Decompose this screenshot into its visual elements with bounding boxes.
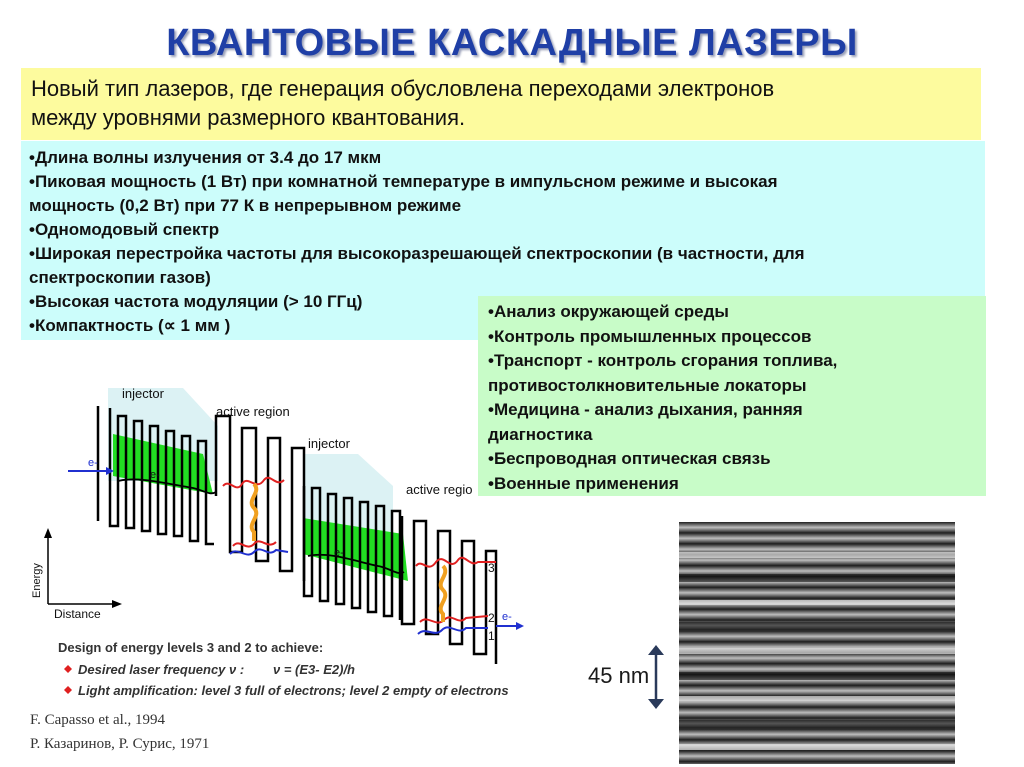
- micrograph-bright-band-4: [679, 696, 955, 701]
- bullet-diamond-2: [64, 686, 72, 694]
- micrograph-bright-band-5: [679, 744, 955, 750]
- bullet-frequency-formula: ν = (E3- E2)/h: [273, 662, 355, 677]
- page-title: КВАНТОВЫЕ КАСКАДНЫЕ ЛАЗЕРЫ: [166, 22, 858, 64]
- spec-tuning-line-2: спектроскопии газов): [29, 268, 211, 287]
- spec-single-mode: •Одномодовый спектр: [29, 220, 220, 239]
- intro-box: [21, 68, 981, 140]
- tem-micrograph: [679, 522, 955, 764]
- label-level-1: 1: [488, 629, 495, 643]
- photon-arrow-2: [441, 566, 446, 622]
- micrograph-bright-band-1: [679, 552, 955, 558]
- label-level-3: 3: [488, 561, 495, 575]
- bullet-amplification: Light amplification: level 3 full of electrons; level 2 empty of electrons: [78, 683, 509, 698]
- scale-arrow-icon: [642, 643, 670, 711]
- spec-tuning-line-1: •Широкая перестройка частоты для высокоразрешающей спектроскопии (в частности, для: [29, 244, 805, 263]
- app-medicine-line-1: •Медицина - анализ дыхания, ранняя: [488, 400, 803, 419]
- app-military: •Военные применения: [488, 473, 679, 493]
- distance-axis-arrowhead: [112, 600, 122, 608]
- band-diagram: [18, 376, 558, 706]
- label-electron-right: e-: [502, 611, 512, 623]
- label-active-region-2: active regio: [406, 482, 473, 497]
- label-injector-1: injector: [122, 386, 164, 401]
- wavefunction-red-2: [416, 558, 496, 567]
- micrograph-dark-band-2: [679, 622, 955, 630]
- label-injector-2: injector: [308, 436, 350, 451]
- micrograph-dark-band-1: [679, 574, 955, 582]
- app-medicine-line-2: диагностика: [488, 424, 593, 444]
- scale-label: 45 nm: [588, 663, 650, 688]
- spec-modulation: •Высокая частота модуляции (> 10 ГГц): [29, 292, 363, 311]
- spec-power-line-1: •Пиковая мощность (1 Вт) при комнатной температуре в импульсном режиме и высокая: [29, 172, 778, 191]
- app-transport-line-1: •Транспорт - контроль сгорания топлива,: [488, 351, 838, 370]
- spec-wavelength: •Длина волны излучения от 3.4 до 17 мкм: [29, 148, 382, 167]
- citation-kazarinov: Р. Казаринов, Р. Сурис, 1971: [30, 736, 210, 752]
- micrograph-bright-band-3: [679, 648, 955, 654]
- energy-axis-arrowhead: [44, 528, 52, 538]
- wavefunction-red-3: [233, 541, 276, 546]
- micrograph-dark-band-3: [679, 672, 955, 680]
- electron-arrowhead-right: [516, 622, 524, 630]
- micrograph-dark-band-4: [679, 720, 955, 728]
- intro-line-2: между уровнями размерного квантования.: [31, 105, 466, 130]
- spec-compact: •Компактность (∝ 1 мм ): [29, 316, 231, 335]
- app-transport-line-2: противостолкновительные локаторы: [488, 375, 807, 395]
- bullet-frequency-label: Desired laser frequency ν :: [78, 662, 245, 677]
- app-environment: •Анализ окружающей среды: [488, 302, 729, 321]
- intro-line-1: Новый тип лазеров, где генерация обусловлена переходами электронов: [31, 76, 775, 101]
- label-active-region-1: active region: [216, 404, 290, 419]
- label-level-2: 2: [488, 611, 495, 625]
- wavefunction-red-4: [420, 616, 488, 623]
- app-wireless: •Беспроводная оптическая связь: [488, 449, 771, 468]
- spec-power-line-2: мощность (0,2 Вт) при 77 К в непрерывном режиме: [29, 196, 462, 215]
- label-axis-distance: Distance: [54, 607, 101, 621]
- app-industry: •Контроль промышленных процессов: [488, 326, 812, 346]
- citation-capasso: F. Capasso et al., 1994: [30, 712, 166, 728]
- label-electron-mid-1: e-: [150, 469, 160, 481]
- label-electron-mid-2: e-: [334, 547, 344, 559]
- label-electron-left: e-: [88, 457, 98, 469]
- photon-arrow-1: [252, 484, 257, 541]
- bullet-diamond-1: [64, 665, 72, 673]
- label-axis-energy: Energy: [31, 563, 43, 598]
- design-heading: Design of energy levels 3 and 2 to achieve:: [58, 640, 324, 655]
- micrograph-bright-band-2: [679, 600, 955, 605]
